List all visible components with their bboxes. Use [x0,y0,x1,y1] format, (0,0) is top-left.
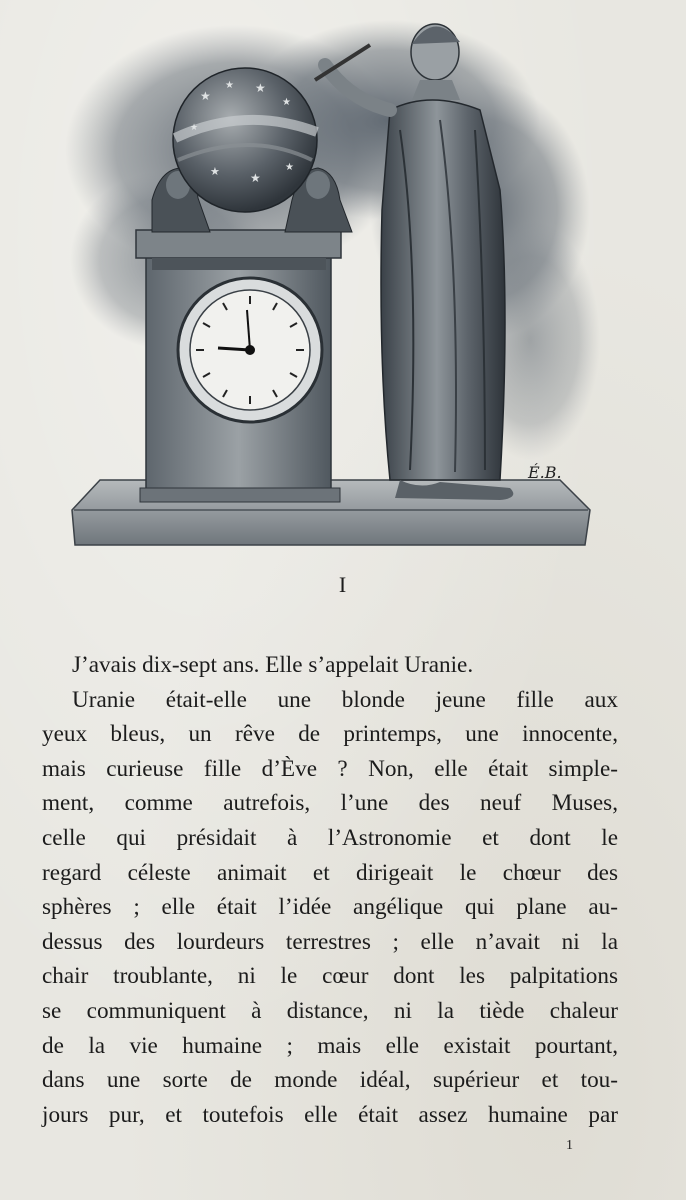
celestial-globe [173,68,317,212]
artist-signature: É.B. [528,463,562,482]
svg-text:★: ★ [250,171,261,185]
svg-text:★: ★ [285,162,294,173]
text-line: dans une sorte de monde idéal, supérieur et tou- [42,1067,618,1094]
text-line: yeux bleus, un rêve de printemps, une innocente, [42,721,618,748]
page-number: 1 [566,1138,573,1153]
text-line: mais curieuse fille d’Ève ? Non, elle était simple- [42,755,618,782]
body-text [42,648,618,1132]
svg-text:★: ★ [210,166,220,178]
text-line: chair troublante, ni le cœur dont les palpitations [42,963,618,990]
text-line: jours pur, et toutefois elle était assez humaine par [42,1101,618,1128]
chapter-number: I [338,572,348,597]
clock-face [178,278,322,422]
svg-text:★: ★ [190,122,199,132]
text-line: de la vie humaine ; mais elle existait pourtant, [42,1032,618,1059]
text-line: Uranie était-elle une blonde jeune fille aux [72,686,618,713]
text-line: celle qui présidait à l’Astronomie et dont le [42,824,618,851]
text-line: sphères ; elle était l’idée angélique qui plane au- [42,894,618,921]
text-line: J’avais dix-sept ans. Elle s’appelait Uranie. [72,652,474,678]
text-line: dessus des lourdeurs terrestres ; elle n’avait ni la [42,928,618,955]
svg-text:★: ★ [255,81,266,95]
svg-text:★: ★ [200,89,211,103]
svg-text:★: ★ [225,80,234,91]
text-line: regard céleste animait et dirigeait le chœur des [42,859,618,886]
text-line: ment, comme autrefois, l’une des neuf Muses, [42,790,618,817]
clock-muse-illustration [60,10,600,565]
text-line: se communiquent à distance, ni la tiède chaleur [42,997,618,1024]
svg-text:★: ★ [282,97,291,108]
